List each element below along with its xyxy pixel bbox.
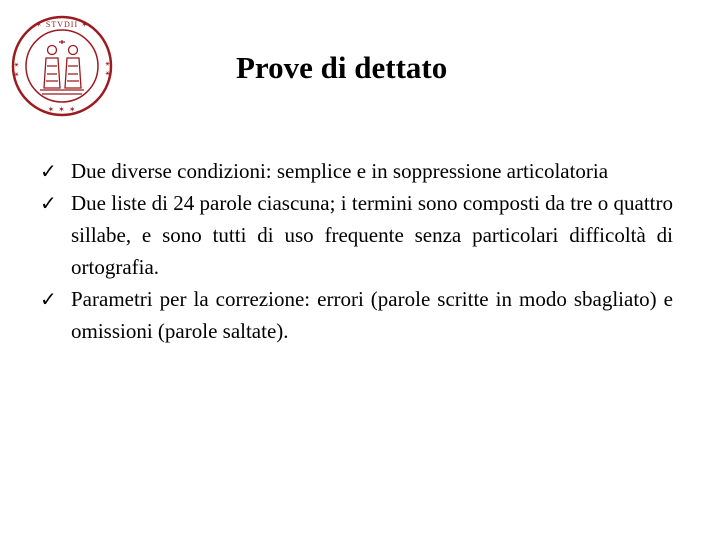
checkmark-icon: ✓: [40, 191, 57, 215]
bullet-text: Due diverse condizioni: semplice e in soppressione articolatoria: [71, 159, 609, 183]
svg-text:✶ ✶: ✶ ✶: [103, 60, 111, 78]
checkmark-icon: ✓: [40, 287, 57, 311]
checkmark-icon: ✓: [40, 159, 57, 183]
slide-title: Prove di dettato: [236, 50, 448, 85]
bullet-text: Due liste di 24 parole ciascuna; i termini sono composti da tre o quattro sillabe, e sono tutti di uso frequente senza particolari difficoltà di ortografia.: [71, 191, 673, 279]
bullet-item: [40, 283, 673, 347]
svg-text:✶ ✶: ✶ ✶: [13, 60, 21, 78]
university-seal-logo: [10, 14, 114, 118]
bullet-item: [40, 155, 673, 187]
bullet-item: [40, 187, 673, 283]
bullet-text: Parametri per la correzione: errori (parole scritte in modo sbagliato) e omissioni (parole saltate).: [71, 287, 673, 343]
svg-text:✶ STVDII ✶: ✶ STVDII ✶: [35, 20, 89, 29]
bullet-list: [40, 155, 673, 347]
svg-text:✶ ✶ ✶: ✶ ✶ ✶: [47, 105, 77, 114]
